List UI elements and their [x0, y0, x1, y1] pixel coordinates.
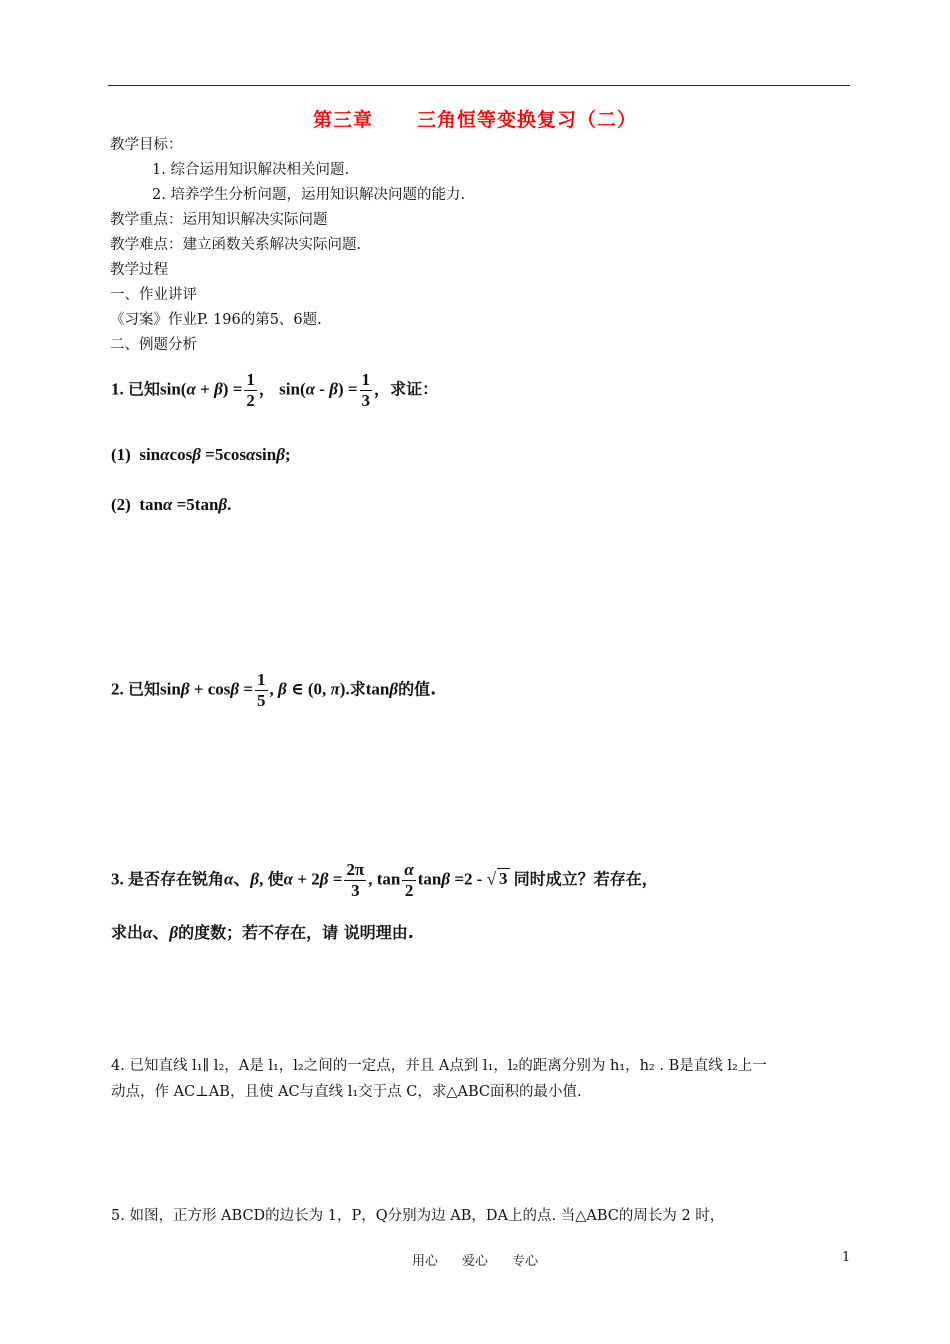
- goals-heading: 教学目标：: [110, 137, 183, 153]
- goal-2: 2. 培养学生分析问题，运用知识解决问题的能力.: [152, 187, 466, 203]
- problem-4-line-2: 动点，作 AC⊥AB，且使 AC与直线 l₁交于点 C，求△ABC面积的最小值.: [111, 1084, 582, 1100]
- homework-text: 《习案》作业P. 196的第5、6题.: [110, 312, 322, 328]
- key-point: 教学重点：运用知识解决实际问题: [110, 212, 328, 228]
- page-footer: 用心 爱心 专心: [411, 1254, 539, 1269]
- problem-3-line-2: 求出α、β的度数；若不存在，请 说明理由.: [111, 923, 414, 942]
- problem-5-line-1: 5. 如图，正方形 ABCD的边长为 1，P，Q分别为边 AB，DA上的点. 当△ABC的周长为 2 时，: [111, 1208, 725, 1224]
- section-homework: 一、作业讲评: [110, 287, 197, 303]
- problem-1-part-2: (2) tanα =5tanβ.: [111, 495, 232, 514]
- header-rule: [108, 85, 850, 86]
- goal-1: 1. 综合运用知识解决相关问题.: [152, 162, 350, 178]
- page-number: 1: [842, 1250, 851, 1265]
- page-title: [0, 105, 950, 132]
- section-examples: 二、例题分析: [110, 337, 197, 353]
- problem-2: 2. 已知sinβ + cosβ = $\frac{1}{5}$ , β ∈ (0, π).求tanβ的值.: [111, 670, 437, 710]
- problem-4-line-1: 4. 已知直线 l₁∥ l₂，A是 l₁，l₂之间的一定点，并且 A点到 l₁，l₂的距离分别为 h₁，h₂ . B是直线 l₂上一: [111, 1058, 767, 1074]
- process-heading: 教学过程: [110, 262, 168, 278]
- problem-3: 3. 是否存在锐角α、β, 使α + 2β = $\frac{2\pi}{3}$ , tan $\frac{\alpha}{2}$ tanβ =2 - √ 3 同时成立？若存在，: [111, 860, 658, 900]
- title-topic: 三角恒等变换复习（二）: [417, 109, 638, 131]
- difficulty: 教学难点：建立函数关系解决实际问题.: [110, 237, 362, 253]
- title-chapter: 第三章: [312, 109, 373, 131]
- problem-1: 1. 已知sin(α + β) = $\frac{1}{2}$ ， sin(α - β) = $\frac{1}{3}$ ，求证：: [111, 370, 439, 410]
- problem-1-part-1: (1) sinαcosβ =5cosαsinβ;: [111, 445, 291, 464]
